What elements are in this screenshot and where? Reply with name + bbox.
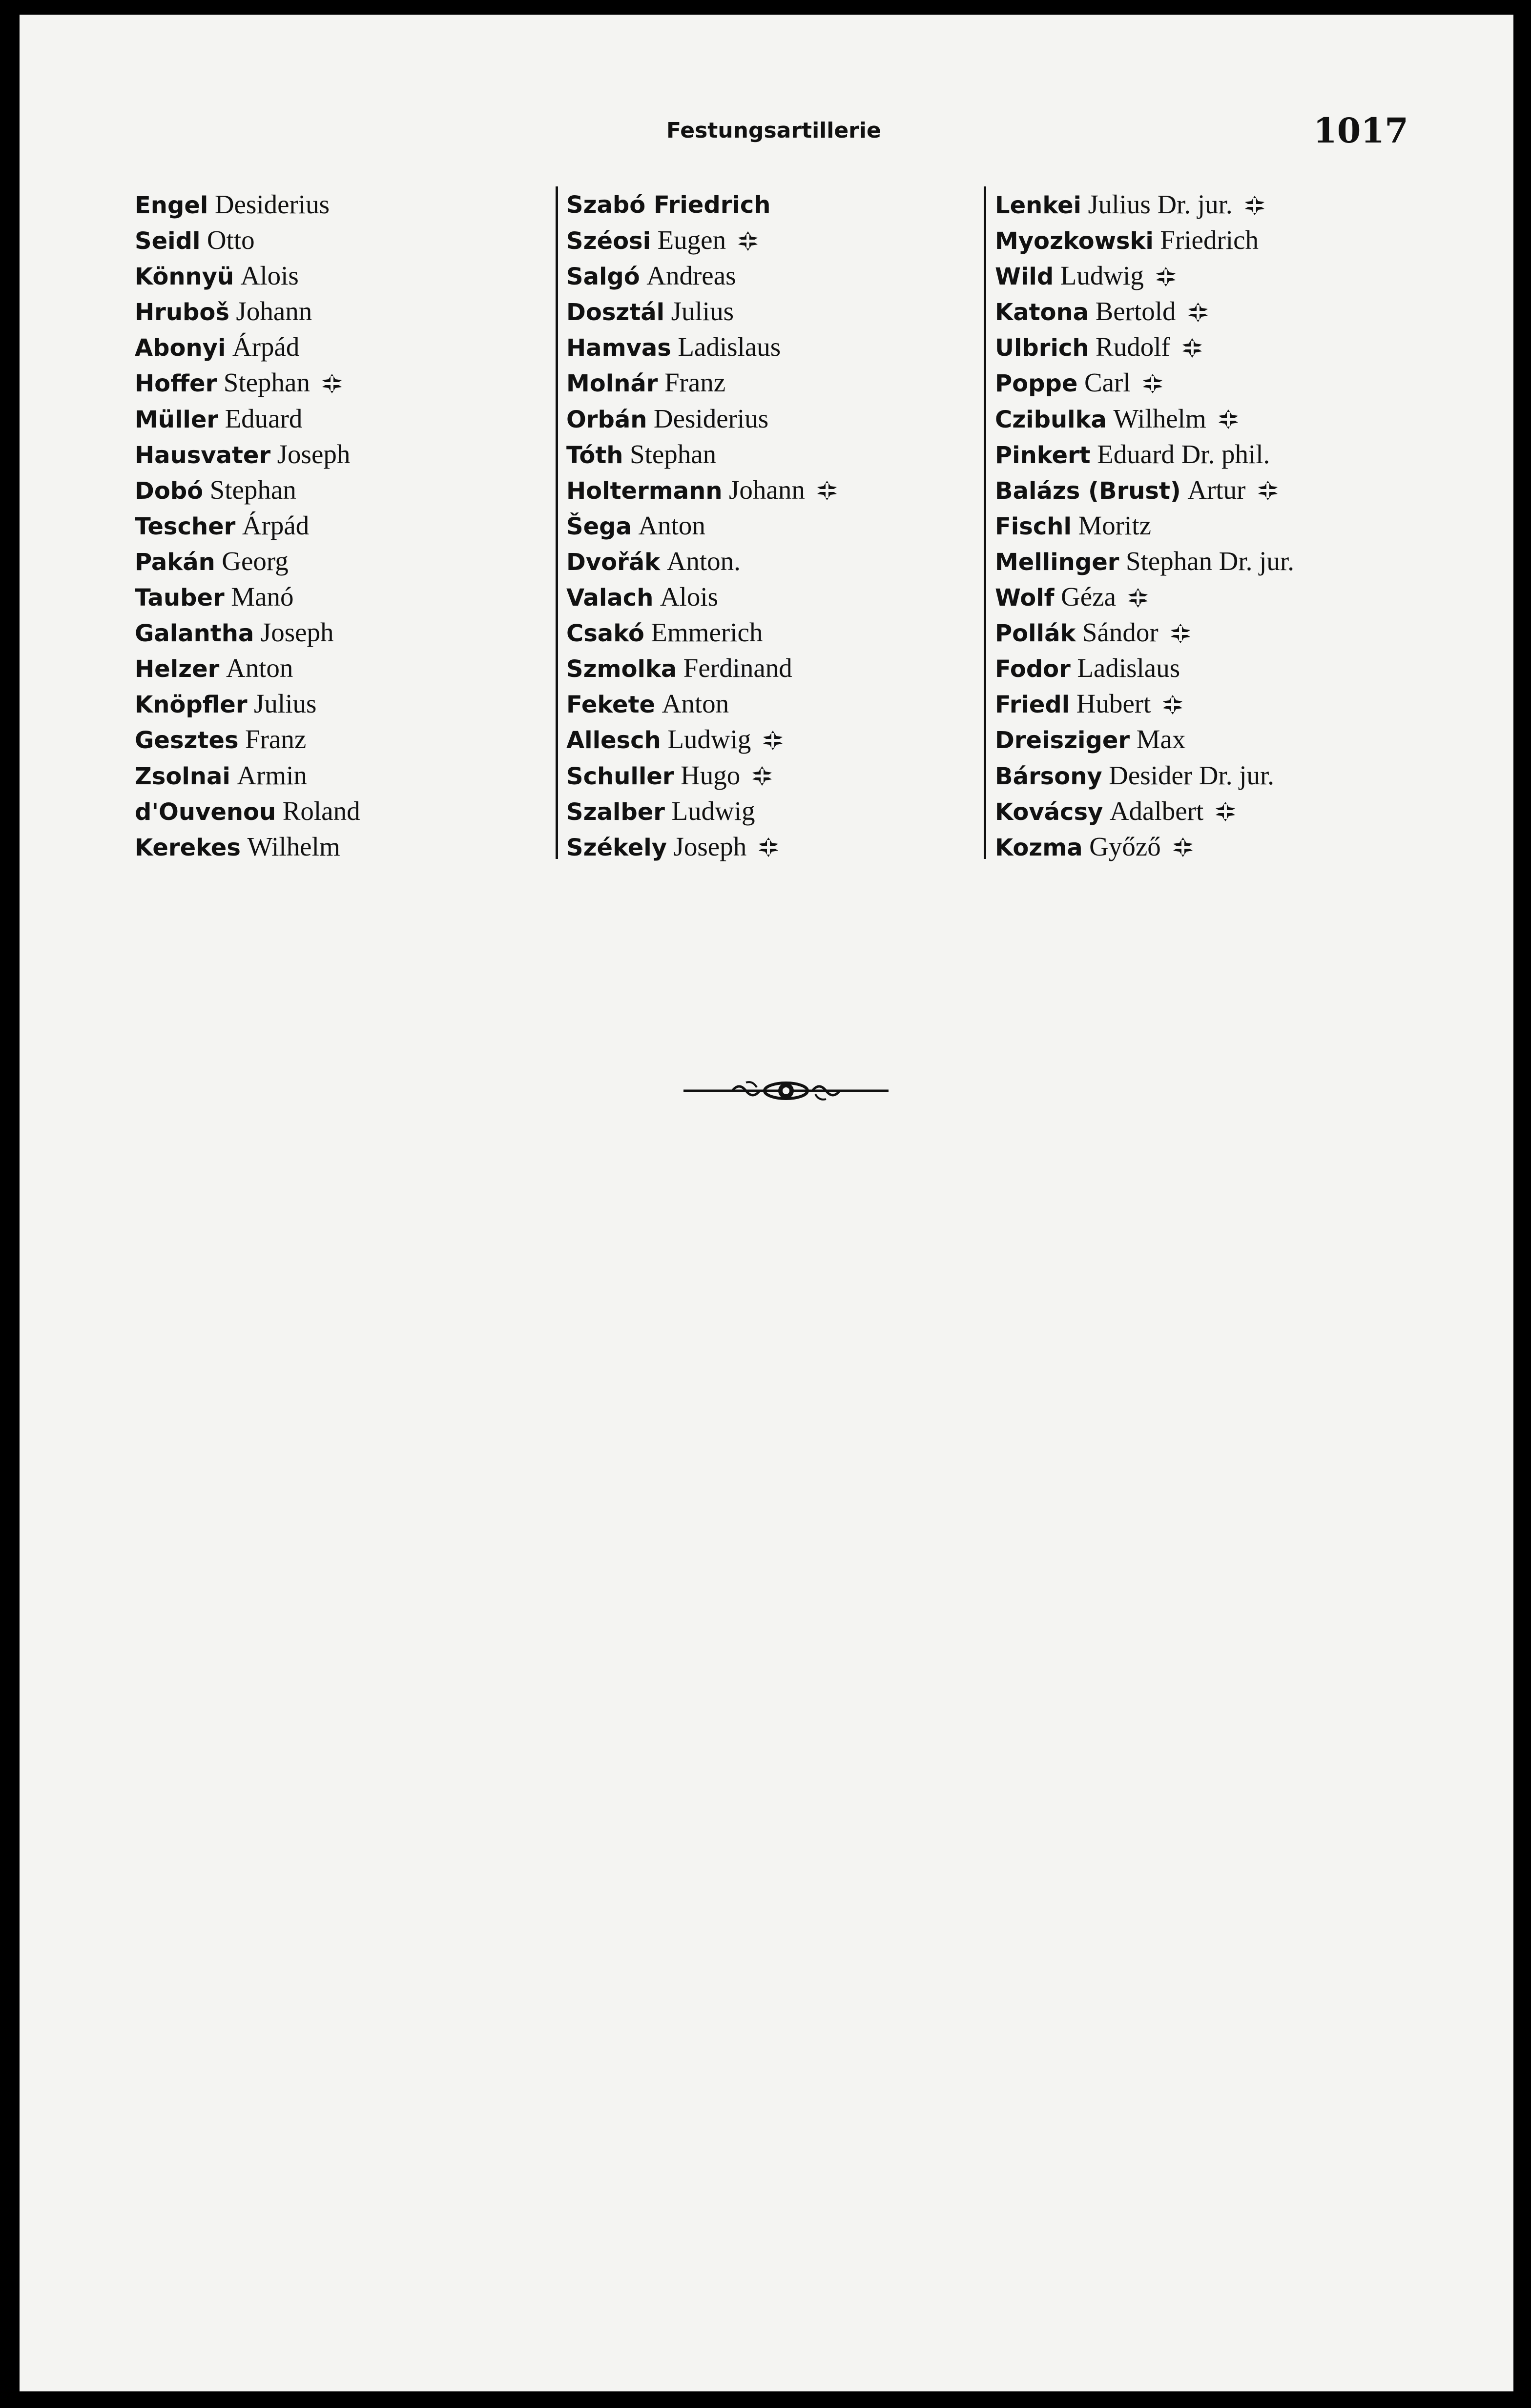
cross-pattee-icon <box>1187 301 1209 324</box>
surname: Schuller <box>566 762 674 790</box>
list-item <box>135 650 360 686</box>
surname: Ulbrich <box>995 334 1089 362</box>
list-item <box>566 650 838 686</box>
surname: Pollák <box>995 620 1076 648</box>
given-name: Stephan <box>1125 546 1213 576</box>
surname: Hamvas <box>566 334 671 362</box>
academic-title: Dr. phil. <box>1181 439 1270 469</box>
surname: Lenkei <box>995 192 1081 219</box>
given-name: Eduard <box>1097 439 1175 469</box>
surname: Hruboš <box>135 299 229 327</box>
list-item <box>566 365 838 400</box>
list-item <box>135 829 360 864</box>
given-name: Franz <box>245 724 307 755</box>
list-item <box>135 686 360 721</box>
cross-pattee-icon <box>1181 337 1203 359</box>
surname: Tóth <box>566 441 623 469</box>
list-item <box>566 436 838 472</box>
surname: Széosi <box>566 227 651 255</box>
surname: Galantha <box>135 620 254 648</box>
given-name: Julius <box>671 296 734 327</box>
list-item <box>995 329 1294 365</box>
surname: Pinkert <box>995 441 1091 469</box>
given-name: Anton <box>662 689 729 719</box>
list-item <box>135 508 360 543</box>
given-name: Artur <box>1187 474 1246 505</box>
given-name: Ludwig <box>1060 261 1144 291</box>
surname: Šega <box>566 512 632 540</box>
surname: Kovácsy <box>995 798 1103 826</box>
given-name: Joseph <box>277 439 351 469</box>
given-name: Julius <box>254 689 317 719</box>
list-item <box>135 186 360 222</box>
list-item <box>566 472 838 508</box>
given-name: Anton. <box>666 546 741 576</box>
list-item <box>995 365 1294 400</box>
surname: Kozma <box>995 834 1083 861</box>
list-item <box>995 472 1294 508</box>
list-item <box>135 614 360 650</box>
surname: Tauber <box>135 584 225 612</box>
list-item <box>566 721 838 757</box>
list-item <box>566 508 838 543</box>
list-item <box>995 293 1294 329</box>
given-name: Győző <box>1089 831 1161 861</box>
list-item <box>135 436 360 472</box>
name-column-2 <box>566 186 838 864</box>
given-name: Otto <box>207 225 255 255</box>
given-name: Carl <box>1084 367 1131 398</box>
given-name: Ladislaus <box>1077 653 1180 683</box>
list-item <box>135 222 360 258</box>
given-name: Sándor <box>1082 617 1159 648</box>
surname: Seidl <box>135 227 201 255</box>
surname: Könnyü <box>135 263 234 291</box>
surname: Wild <box>995 263 1054 291</box>
list-item <box>566 757 838 793</box>
column-divider <box>556 186 558 859</box>
surname: Holtermann <box>566 477 723 505</box>
list-item <box>566 614 838 650</box>
surname: Allesch <box>566 727 661 755</box>
surname: Fodor <box>995 655 1071 683</box>
surname: Myozkowski <box>995 227 1154 255</box>
list-item <box>995 793 1294 829</box>
given-name: Eduard <box>225 403 303 433</box>
given-name: Ludwig <box>667 724 751 755</box>
cross-pattee-icon <box>1127 587 1149 609</box>
academic-title: Dr. jur. <box>1199 760 1275 790</box>
list-item <box>135 793 360 829</box>
list-item <box>995 757 1294 793</box>
surname: Szmolka <box>566 655 677 683</box>
list-item <box>135 329 360 365</box>
surname: Csakó <box>566 620 644 648</box>
surname: Pakán <box>135 548 215 576</box>
list-item <box>995 721 1294 757</box>
cross-pattee-icon <box>1257 479 1279 502</box>
list-item <box>135 543 360 579</box>
list-item <box>566 401 838 436</box>
given-name: Alois <box>660 582 719 612</box>
surname: Helzer <box>135 655 220 683</box>
cross-pattee-icon <box>1214 800 1237 823</box>
given-name: Wilhelm <box>247 831 340 861</box>
surname: Szabó Friedrich <box>566 191 771 219</box>
surname: Tescher <box>135 512 236 540</box>
surname: Molnár <box>566 370 658 398</box>
surname: Zsolnai <box>135 762 230 790</box>
given-name: Hubert <box>1076 689 1151 719</box>
list-item <box>995 186 1294 222</box>
given-name: Moritz <box>1078 510 1152 540</box>
list-item <box>995 436 1294 472</box>
surname: Abonyi <box>135 334 226 362</box>
cross-pattee-icon <box>1172 836 1194 858</box>
surname: Székely <box>566 834 667 861</box>
list-item <box>566 579 838 614</box>
given-name: Julius <box>1088 189 1151 219</box>
academic-title: Dr. jur. <box>1219 546 1294 576</box>
given-name: Alois <box>240 261 299 291</box>
list-item <box>566 829 838 864</box>
given-name: Desider <box>1109 760 1193 790</box>
list-item <box>995 579 1294 614</box>
given-name: Hugo <box>681 760 741 790</box>
document-page <box>20 15 1513 2391</box>
list-item <box>135 293 360 329</box>
surname: Balázs (Brust) <box>995 477 1181 505</box>
surname: Engel <box>135 192 208 219</box>
list-item <box>135 472 360 508</box>
given-name: Wilhelm <box>1113 403 1206 433</box>
list-item <box>995 508 1294 543</box>
list-item <box>135 401 360 436</box>
surname: Friedl <box>995 691 1070 719</box>
section-title: Festungsartillerie <box>666 118 881 143</box>
page-number: 1017 <box>1313 110 1408 151</box>
surname: Valach <box>566 584 654 612</box>
list-item <box>995 829 1294 864</box>
surname: Katona <box>995 299 1089 327</box>
list-item <box>566 686 838 721</box>
given-name: Ferdinand <box>683 653 792 683</box>
given-name: Bertold <box>1095 296 1176 327</box>
list-item <box>995 401 1294 436</box>
given-name: Joseph <box>260 617 334 648</box>
list-item <box>566 293 838 329</box>
given-name: Joseph <box>673 831 747 861</box>
list-item <box>566 186 838 222</box>
given-name: Friedrich <box>1160 225 1259 255</box>
given-name: Johann <box>236 296 312 327</box>
given-name: Ladislaus <box>678 332 781 362</box>
given-name: Eugen <box>657 225 726 255</box>
surname: Hausvater <box>135 441 271 469</box>
list-item <box>995 686 1294 721</box>
cross-pattee-icon <box>1155 265 1177 288</box>
surname: Czibulka <box>995 406 1107 433</box>
given-name: Franz <box>664 367 726 398</box>
cross-pattee-icon <box>1169 622 1192 645</box>
given-name: Árpád <box>242 510 310 540</box>
surname: Szalber <box>566 798 665 826</box>
given-name: Rudolf <box>1096 332 1170 362</box>
list-item <box>135 365 360 400</box>
given-name: Johann <box>729 474 805 505</box>
given-name: Géza <box>1061 582 1117 612</box>
given-name: Árpád <box>232 332 300 362</box>
surname: Kerekes <box>135 834 241 861</box>
cross-pattee-icon <box>762 729 784 752</box>
surname: Hoffer <box>135 370 217 398</box>
list-item <box>135 721 360 757</box>
surname: Wolf <box>995 584 1055 612</box>
cross-pattee-icon <box>1141 372 1164 395</box>
given-name: Adalbert <box>1109 796 1204 826</box>
given-name: Manó <box>231 582 294 612</box>
given-name: Stephan <box>209 474 296 505</box>
cross-pattee-icon <box>321 372 343 395</box>
divider-ornament <box>683 1074 889 1108</box>
surname: Müller <box>135 406 219 433</box>
list-item <box>566 222 838 258</box>
surname: Fischl <box>995 512 1072 540</box>
cross-pattee-icon <box>751 765 773 787</box>
list-item <box>566 793 838 829</box>
surname: Orbán <box>566 406 647 433</box>
surname: d'Ouvenou <box>135 798 276 826</box>
list-item <box>135 258 360 293</box>
surname: Bársony <box>995 762 1102 790</box>
given-name: Anton <box>638 510 705 540</box>
given-name: Andreas <box>646 261 736 291</box>
surname: Fekete <box>566 691 656 719</box>
given-name: Stephan <box>629 439 717 469</box>
column-divider <box>984 186 986 859</box>
surname: Knöpfler <box>135 691 248 719</box>
surname: Poppe <box>995 370 1078 398</box>
list-item <box>995 222 1294 258</box>
given-name: Desiderius <box>653 403 769 433</box>
list-item <box>995 258 1294 293</box>
surname: Dvořák <box>566 548 661 576</box>
cross-pattee-icon <box>816 479 838 502</box>
cross-pattee-icon <box>1243 194 1266 217</box>
given-name: Armin <box>237 760 307 790</box>
surname: Mellinger <box>995 548 1119 576</box>
list-item <box>135 579 360 614</box>
given-name: Ludwig <box>671 796 755 826</box>
list-item <box>995 543 1294 579</box>
academic-title: Dr. jur. <box>1157 189 1233 219</box>
cross-pattee-icon <box>757 836 780 858</box>
name-column-1 <box>135 186 360 864</box>
list-item <box>135 757 360 793</box>
surname: Gesztes <box>135 727 239 755</box>
name-column-3 <box>995 186 1294 864</box>
given-name: Roland <box>282 796 360 826</box>
list-item <box>566 329 838 365</box>
cross-pattee-icon <box>1217 408 1240 430</box>
surname: Dobó <box>135 477 204 505</box>
surname: Dosztál <box>566 299 665 327</box>
list-item <box>995 650 1294 686</box>
list-item <box>995 614 1294 650</box>
given-name: Max <box>1136 724 1186 755</box>
list-item <box>566 543 838 579</box>
surname: Dreisziger <box>995 727 1130 755</box>
cross-pattee-icon <box>1161 694 1184 716</box>
cross-pattee-icon <box>737 230 759 252</box>
given-name: Emmerich <box>651 617 763 648</box>
given-name: Stephan <box>223 367 310 398</box>
list-item <box>566 258 838 293</box>
given-name: Desiderius <box>214 189 330 219</box>
given-name: Anton <box>226 653 293 683</box>
given-name: Georg <box>222 546 289 576</box>
surname: Salgó <box>566 263 640 291</box>
